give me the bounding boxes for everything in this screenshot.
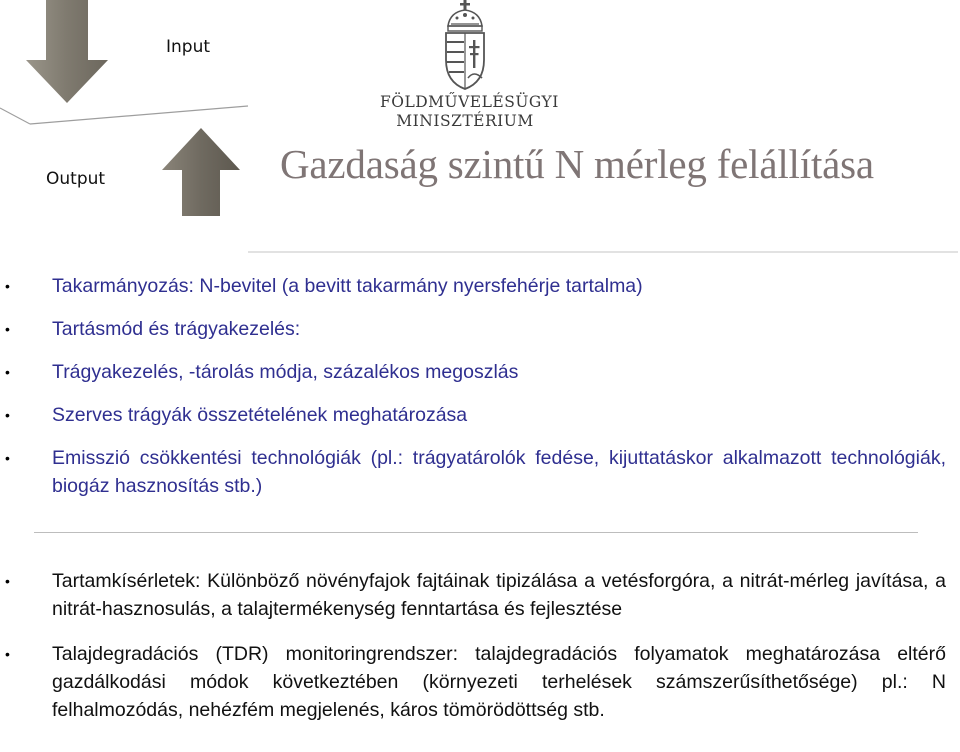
list-item [0, 272, 960, 300]
bullet-icon: • [5, 450, 10, 466]
list-item [0, 315, 960, 343]
list-item-text: Takarmányozás: N-bevitel (a bevitt takarmány nyersfehérje tartalma) [52, 275, 643, 297]
bullet-icon: • [5, 646, 10, 662]
up-arrow-icon [160, 128, 242, 216]
list-item-text: Tartamkísérletek: Különböző növényfajok fajtáinak tipizálása a vetésforgóra, a nitrát-mérleg javítása, a nitrát-hasznosulás, a talajtermékenység fenntartása és fejlesztése [52, 570, 946, 620]
list-item [0, 444, 960, 500]
bottom-bullet-list [0, 567, 960, 724]
ministry-logo [380, 0, 559, 140]
section-divider [34, 532, 918, 533]
list-item-text: Trágyakezelés, -tárolás módja, százalékos megoszlás [52, 361, 519, 383]
ministry-name-line1: FÖLDMŰVELÉSÜGYI [380, 93, 559, 111]
list-item-text: Emisszió csökkentési technológiák (pl.: trágyatárolók fedése, kijuttatáskor alkalmazott technológiák, biogáz hasznosítás stb.) [52, 447, 946, 497]
ministry-name-line2: MINISZTÉRIUM [396, 112, 534, 130]
bullet-icon: • [5, 407, 10, 423]
coat-of-arms-icon [442, 0, 488, 90]
page-title: Gazdaság szintű N mérleg felállítása [280, 141, 874, 187]
output-label: Output [46, 169, 106, 189]
list-item-text: Szerves trágyák összetételének meghatározása [52, 404, 468, 426]
bullet-icon: • [5, 573, 10, 589]
top-bullet-list [0, 272, 960, 515]
bullet-icon: • [5, 278, 10, 294]
list-item [0, 358, 960, 386]
bullet-icon: • [5, 364, 10, 380]
list-item-text: Tartásmód és trágyakezelés: [52, 318, 301, 340]
list-item [0, 640, 960, 724]
list-item [0, 567, 960, 623]
list-item [0, 401, 960, 429]
list-item-text: Talajdegradációs (TDR) monitoringrendszer: talajdegradációs folyamatok meghatározása eltérő gazdálkodási módok következtében (környezeti terhelések számszerűsíthetősége) pl.: N felhalmozódás, nehézfém megjelenés, káros tömörödöttség stb. [52, 643, 946, 721]
bullet-icon: • [5, 321, 10, 337]
input-label: Input [166, 37, 211, 57]
